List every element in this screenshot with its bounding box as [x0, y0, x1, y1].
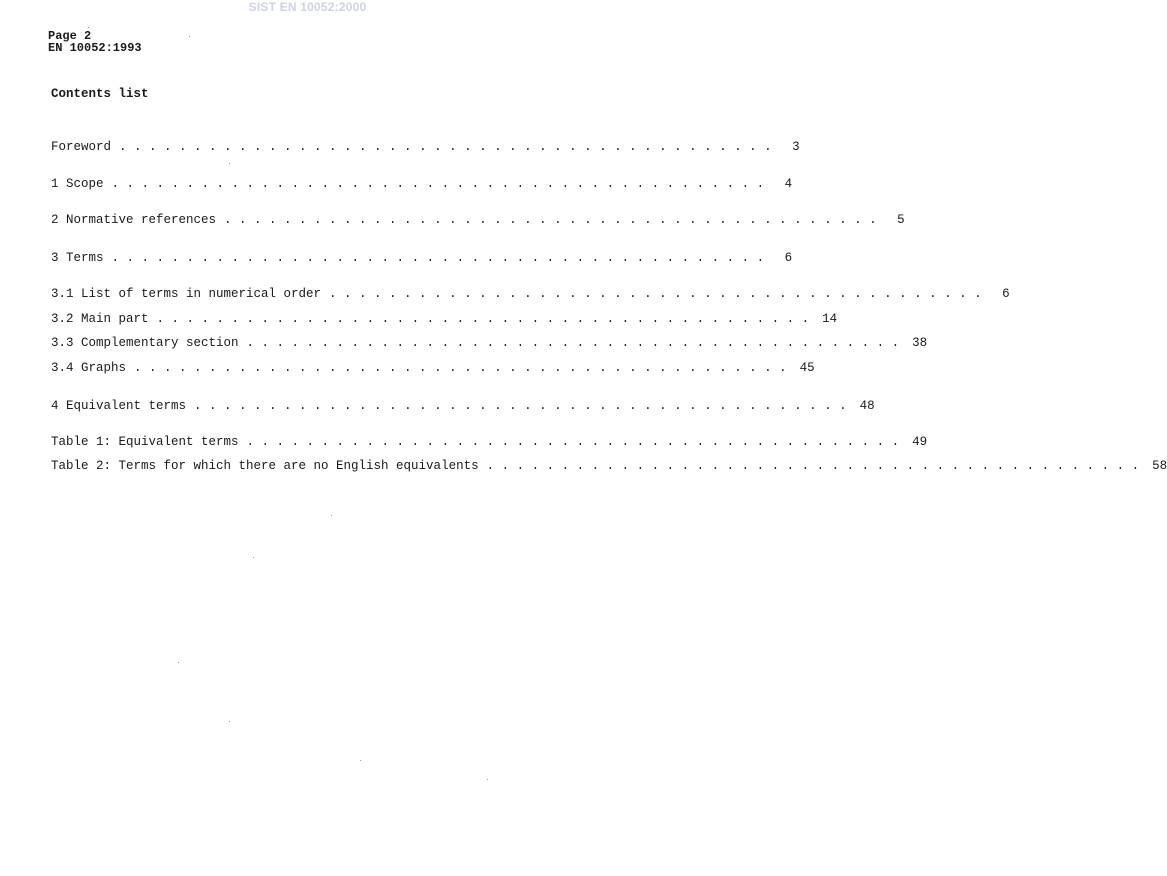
dot-leader: . . . . . . . . . . . . . . . . . . . . . . . . . . . . . . . . . . . . . . . . . . . .: [224, 213, 877, 227]
toc-entry-label: 3 Terms: [51, 251, 104, 265]
toc-entry: [51, 286, 1010, 302]
toc-entry-label: 3.1 List of terms in numerical order: [51, 287, 322, 301]
toc-entry-page: 5: [897, 213, 905, 227]
dot-leader: . . . . . . . . . . . . . . . . . . . . . . . . . . . . . . . . . . . . . . . . . . . .: [246, 336, 900, 350]
toc-entry: [51, 139, 800, 155]
toc-entry: [51, 250, 793, 266]
scan-speck: [229, 721, 230, 722]
dot-leader: . . . . . . . . . . . . . . . . . . . . . . . . . . . . . . . . . . . . . . . . . . . .: [134, 361, 787, 375]
scan-speck: [178, 662, 179, 663]
toc-entry-page: 45: [799, 361, 815, 375]
dot-leader: . . . . . . . . . . . . . . . . . . . . . . . . . . . . . . . . . . . . . . . . . . . .: [111, 177, 765, 191]
toc-entry-page: 58: [1152, 459, 1167, 473]
toc-entry-label: 2 Normative references: [51, 213, 217, 227]
scan-speck: [229, 163, 230, 164]
watermark: SIST EN 10052:2000: [248, 0, 367, 14]
dot-leader: . . . . . . . . . . . . . . . . . . . . . . . . . . . . . . . . . . . . . . . . . . . .: [111, 251, 765, 265]
toc-entry-page: 49: [912, 435, 928, 449]
toc-entry-page: 38: [912, 336, 928, 350]
toc-entry: [51, 176, 793, 192]
toc-entry-page: 14: [822, 312, 838, 326]
toc-entry: [51, 458, 1167, 474]
toc-entry-page: 3: [792, 140, 800, 154]
toc-entry-page: 6: [1002, 287, 1010, 301]
contents-title: Contents list: [51, 87, 149, 101]
toc-entry: [51, 212, 905, 228]
toc-entry: [51, 311, 838, 327]
scan-speck: [487, 779, 488, 780]
dot-leader: . . . . . . . . . . . . . . . . . . . . . . . . . . . . . . . . . . . . . . . . . . . .: [156, 312, 810, 326]
dot-leader: . . . . . . . . . . . . . . . . . . . . . . . . . . . . . . . . . . . . . . . . . . . .: [119, 140, 772, 154]
scan-speck: [88, 27, 89, 28]
toc-entry-label: Foreword: [51, 140, 112, 154]
scan-speck: [189, 36, 190, 37]
toc-entry-label: 4 Equivalent terms: [51, 399, 187, 413]
toc-entry-page: 4: [784, 177, 793, 191]
standard-number: EN 10052:1993: [48, 41, 142, 55]
toc-entry-page: 48: [859, 399, 875, 413]
dot-leader: . . . . . . . . . . . . . . . . . . . . . . . . . . . . . . . . . . . . . . . . . . . .: [246, 435, 900, 449]
page-header: [48, 30, 142, 54]
toc-entry-label: Table 2: Terms for which there are no English equivalents: [51, 459, 479, 473]
scan-speck: [360, 760, 361, 761]
dot-leader: . . . . . . . . . . . . . . . . . . . . . . . . . . . . . . . . . . . . . . . . . . . .: [194, 399, 847, 413]
toc-entry-label: 3.4 Graphs: [51, 361, 127, 375]
toc-entry: [51, 335, 928, 351]
toc-entry: [51, 398, 875, 414]
scan-speck: [253, 557, 254, 558]
toc-entry-label: 3.2 Main part: [51, 312, 149, 326]
scan-speck: [331, 515, 332, 516]
toc-entry: [51, 434, 928, 450]
page-number: Page 2: [48, 29, 92, 43]
toc-entry-page: 6: [784, 251, 793, 265]
toc-entry-label: Table 1: Equivalent terms: [51, 435, 239, 449]
dot-leader: . . . . . . . . . . . . . . . . . . . . . . . . . . . . . . . . . . . . . . . . . . . .: [486, 459, 1140, 473]
toc-entry: [51, 360, 815, 376]
toc-entry-label: 3.3 Complementary section: [51, 336, 239, 350]
dot-leader: . . . . . . . . . . . . . . . . . . . . . . . . . . . . . . . . . . . . . . . . . . . .: [329, 287, 982, 301]
toc-entry-label: 1 Scope: [51, 177, 104, 191]
